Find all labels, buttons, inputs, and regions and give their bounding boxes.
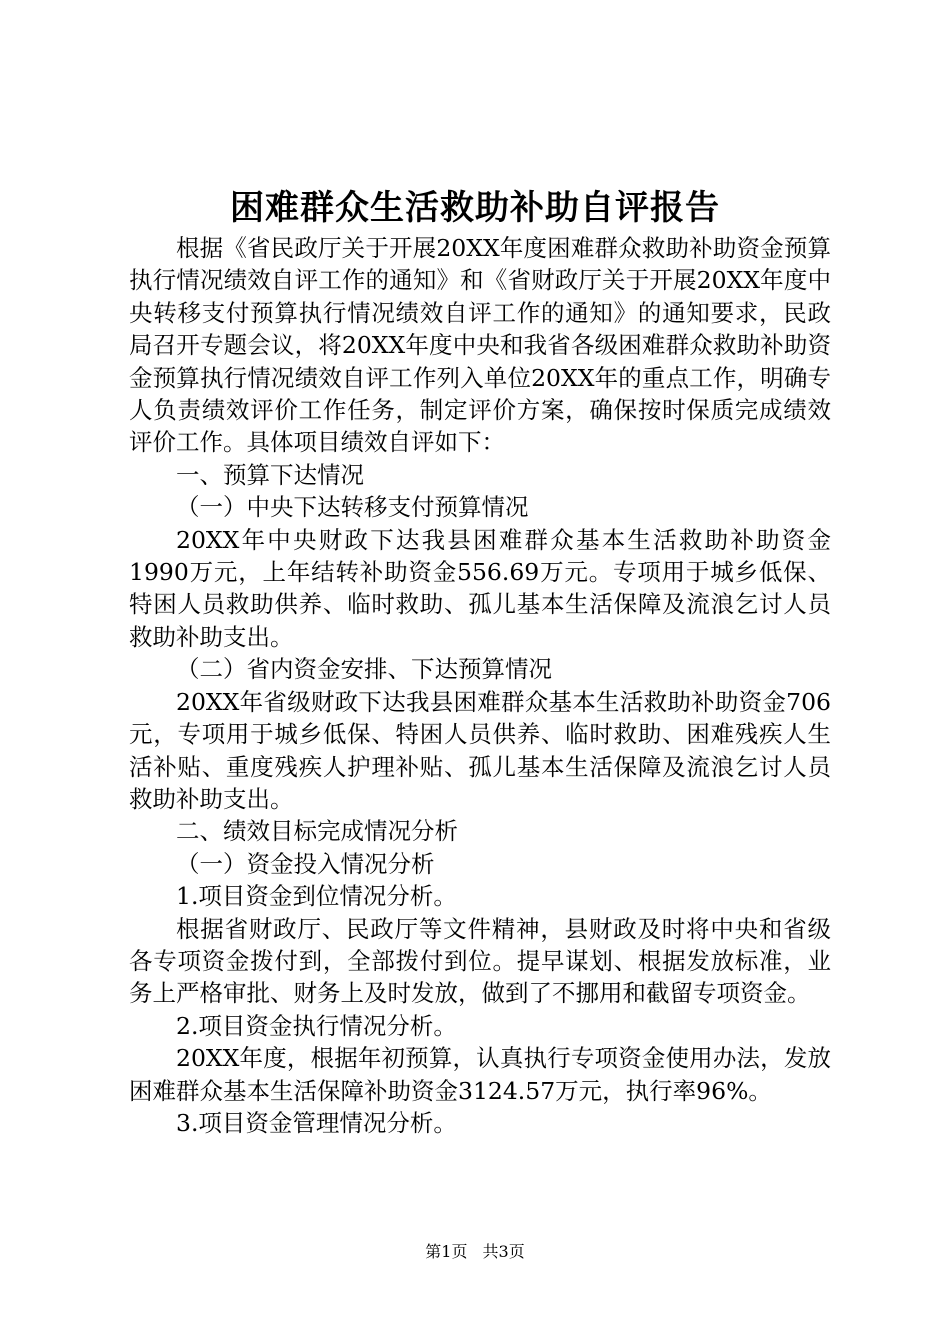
item-fund-arrival: 1.项目资金到位情况分析。: [176, 882, 457, 911]
paragraph-fund-arrival: 根据省财政厅、民政厅等文件精神，县财政及时将中央和省级各专项资金拨付到，全部拨付到位。提早谋划、根据发放标准，业务上严格审批、财务上及时发放，做到了不挪用和截留专项资金。: [129, 914, 831, 1008]
heading-budget-issuance: 一、预算下达情况: [176, 460, 364, 489]
page-total: 共3页: [482, 1242, 525, 1261]
document-body: [129, 232, 831, 1139]
subheading-fund-input: （一）资金投入情况分析: [176, 849, 435, 878]
item-fund-management: 3.项目资金管理情况分析。: [176, 1108, 457, 1137]
paragraph-fund-execution: 20XX年度，根据年初预算，认真执行专项资金使用办法，发放困难群众基本生活保障补助资金3124.57万元，执行率96%。: [129, 1044, 831, 1105]
document-title: 困难群众生活救助补助自评报告: [230, 188, 720, 228]
paragraph-central-funds: 20XX年中央财政下达我县困难群众基本生活救助补助资金1990万元，上年结转补助资金556.69万元。专项用于城乡低保、特困人员救助供养、临时救助、孤儿基本生活保障及流浪乞讨人员救助补助支出。: [129, 525, 831, 651]
item-fund-execution: 2.项目资金执行情况分析。: [176, 1011, 457, 1040]
page-footer: [0, 1240, 950, 1264]
heading-performance-analysis: 二、绩效目标完成情况分析: [176, 817, 458, 846]
page-number: 第1页: [425, 1242, 468, 1261]
subheading-central-budget: （一）中央下达转移支付预算情况: [176, 493, 529, 522]
paragraph-provincial-funds: 20XX年省级财政下达我县困难群众基本生活救助补助资金706元，专项用于城乡低保、特困人员供养、临时救助、困难残疾人生活补贴、重度残疾人护理补贴、孤儿基本生活保障及流浪乞讨人员救助补助支出。: [129, 687, 831, 813]
paragraph-intro: 根据《省民政厅关于开展20XX年度困难群众救助补助资金预算执行情况绩效自评工作的通知》和《省财政厅关于开展20XX年度中央转移支付预算执行情况绩效自评工作的通知》的通知要求，民政局召开专题会议，将20XX年度中央和我省各级困难群众救助补助资金预算执行情况绩效自评工作列入单位20XX年的重点工作，明确专人负责绩效评价工作任务，制定评价方案，确保按时保质完成绩效评价工作。具体项目绩效自评如下：: [129, 234, 831, 457]
subheading-provincial-budget: （二）省内资金安排、下达预算情况: [176, 655, 552, 684]
